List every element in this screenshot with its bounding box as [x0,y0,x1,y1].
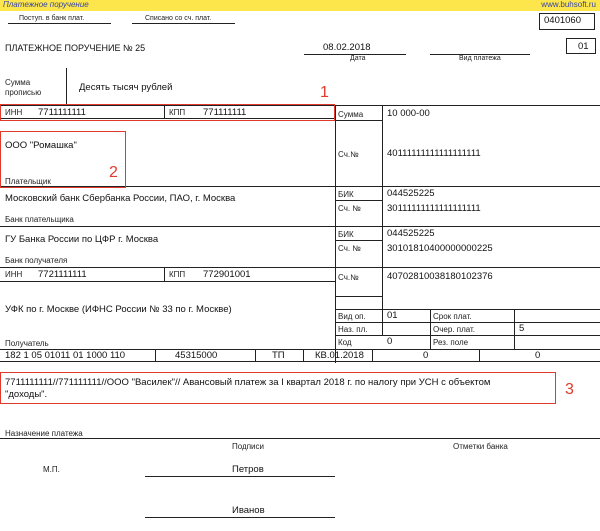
payer-kpp-label: КПП [169,108,186,117]
grid-line [164,267,165,281]
recipient-kpp-label: КПП [169,270,186,279]
signature-line-1 [145,476,335,477]
purpose-label: Назначение платежа [5,429,83,438]
recipient-kpp: 772901001 [203,269,251,280]
recipient-bank-name: ГУ Банка России по ЦФР г. Москва [5,234,159,245]
signer-2: Иванов [232,505,265,516]
annotation-number-3: 3 [565,381,574,398]
payer-inn: 7711111111 [38,107,86,118]
kod-label: Код [338,338,352,347]
kbk-value: 182 1 05 01011 01 1000 110 [5,350,126,361]
payer-bank-account-label: Сч. № [338,204,361,213]
oktmo-value: 45315000 [175,350,218,361]
vid-op-value: 01 [387,310,398,321]
amount-value: 10 000-00 [387,108,430,119]
recipient-bank-bik-label: БИК [338,230,354,239]
grid-line [0,226,600,227]
annotation-box-1 [0,104,335,121]
bank-marks-label: Отметки банка [453,442,508,451]
debited-label: Списано со сч. плат. [145,15,212,22]
grid-line [303,349,304,361]
recipient-bank-label: Банк получателя [5,256,68,265]
payer-label: Плательщик [5,177,51,186]
recipient-account: 40702810038180102376 [387,271,493,282]
ocher-label: Очер. плат. [433,325,476,334]
signer-1: Петров [232,464,264,475]
payer-bank-name: Московский банк Сбербанка России, ПАО, г. Москва [5,193,236,204]
page-title: ПЛАТЕЖНОЕ ПОРУЧЕНИЕ № 25 [5,43,146,53]
grid-line [155,349,156,361]
debited-line [132,23,235,24]
grid-line [335,120,382,121]
grid-line [255,349,256,361]
payer-bank-label: Банк плательщика [5,215,74,224]
vid-op-label: Вид оп. [338,312,366,321]
grid-line [372,349,373,361]
doc-date-value: 0 [535,350,541,361]
received-line [8,23,111,24]
srok-label: Срок плат. [433,312,472,321]
recipient-bank-account: 30101810400000000225 [387,243,493,254]
grid-line [0,267,600,268]
payer-name: ООО "Ромашка" [5,140,77,151]
period-value: КВ.01.2018 [315,350,364,361]
recipient-account-label: Сч.№ [338,273,359,282]
annotation-box-2 [0,131,126,188]
site-link[interactable]: www.buhsoft.ru [541,0,596,9]
amount-words-label-2: прописью [5,88,42,97]
grid-line [335,296,382,297]
payer-bank-bik: 044525225 [387,188,435,199]
amount-label: Сумма [338,110,364,119]
recipient-inn: 7721111111 [38,269,87,280]
purpose-text-line-2: "доходы". [5,389,48,400]
recipient-label: Получатель [5,339,49,348]
grid-line [514,309,515,349]
doc-num-value: 0 [423,350,429,361]
recipient-bank-bik: 044525225 [387,228,435,239]
rez-label: Рез. поле [433,338,469,347]
payment-kind-label: Вид платежа [459,55,501,62]
grid-line [479,349,480,361]
recipient-name: УФК по г. Москве (ИФНС России № 33 по г. Москве) [5,304,232,315]
annotation-box-3 [0,372,556,404]
kod-value: 0 [387,336,393,347]
received-label: Поступ. в банк плат. [19,15,85,22]
basis-value: ТП [272,350,285,361]
amount-words-label-1: Сумма [5,78,31,87]
status-code: 01 [578,41,589,52]
doc-type-label: Платежное поручение [3,0,89,9]
grid-line [335,322,600,323]
purpose-text-line-1: 7711111111//771111111//ООО "Василек"// Авансовый платеж за I квартал 2018 г. по налогу при УСН с объектом [5,377,491,388]
annotation-number-2: 2 [109,164,118,181]
grid-line [0,438,600,439]
recipient-bank-account-label: Сч. № [338,244,361,253]
stamp-label: М.П. [43,465,60,474]
signatures-label: Подписи [232,442,264,451]
payer-account-label: Сч.№ [338,150,359,159]
naz-pl-label: Наз. пл. [338,325,368,334]
annotation-number-1: 1 [320,84,329,101]
grid-line [430,309,431,349]
signature-line-2 [145,517,335,518]
grid-line [335,309,600,310]
grid-line [0,281,335,282]
amount-words-value: Десять тысяч рублей [79,82,173,93]
date-label: Дата [350,55,366,62]
top-bar [0,0,600,11]
amount-words-divider [66,68,67,105]
grid-line [335,200,382,201]
recipient-inn-label: ИНН [5,270,23,279]
grid-line [0,361,600,362]
grid-line [382,105,383,335]
payer-inn-label: ИНН [5,108,23,117]
payer-bank-account: 30111111111111111111 [387,203,481,214]
grid-line [335,105,336,363]
form-code: 0401060 [544,15,581,26]
grid-line [335,240,382,241]
ocher-value: 5 [519,323,525,334]
grid-line [335,335,600,336]
payer-account: 40111111111111111111 [387,148,481,159]
payer-bank-bik-label: БИК [338,190,354,199]
payer-kpp: 771111111 [203,107,247,118]
doc-date: 08.02.2018 [323,42,371,53]
